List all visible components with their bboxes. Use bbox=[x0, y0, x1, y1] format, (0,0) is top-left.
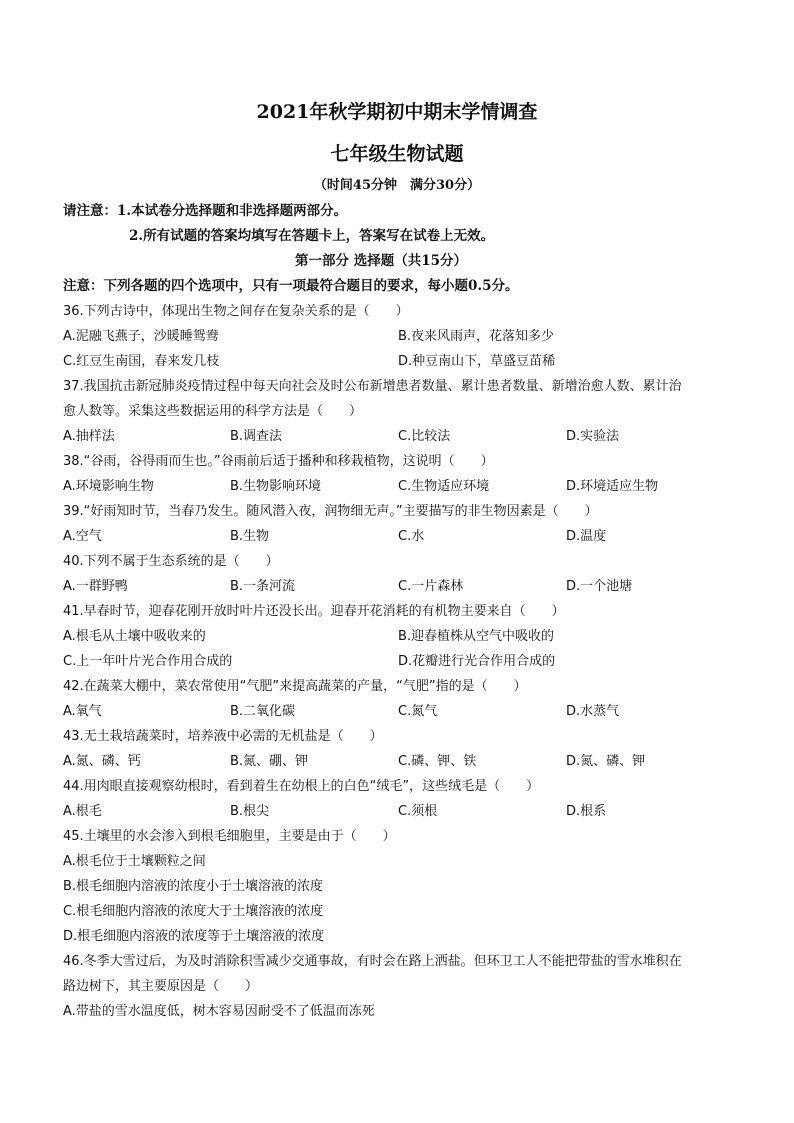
q45-option-b: B.根毛细胞内溶液的浓度小于土壤溶液的浓度 bbox=[63, 879, 324, 894]
q44-option-b: B.根尖 bbox=[230, 804, 270, 819]
part1-note: 注意：下列各题的四个选项中，只有一项最符合题目的要求，每小题0.5分。 bbox=[63, 278, 519, 294]
question-39: 39.“好雨知时节，当春乃发生。随风潜入夜，润物细无声。”主要描写的非生物因素是（ ） bbox=[63, 504, 598, 519]
question-37-line-2: 愈人数等。采集这些数据运用的科学方法是（ ） bbox=[63, 404, 363, 419]
q37-option-d: D.实验法 bbox=[566, 429, 620, 444]
q46-option-a: A.带盐的雪水温度低，树木容易因耐受不了低温而冻死 bbox=[63, 1004, 375, 1019]
q41-option-d: D.花瓣进行光合作用合成的 bbox=[398, 654, 556, 669]
q43-option-d: D.氮、磷、钾 bbox=[566, 754, 646, 769]
question-46-line-1: 46.冬季大雪过后，为及时消除积雪减少交通事故，有时会在路上洒盐。但环卫工人不能把带盐的雪水堆积在 bbox=[63, 954, 682, 969]
q42-option-b: B.二氧化碳 bbox=[230, 704, 296, 719]
q42-option-d: D.水蒸气 bbox=[566, 704, 620, 719]
question-45: 45.土壤里的水会渗入到根毛细胞里，主要是由于（ ） bbox=[63, 829, 396, 844]
question-38: 38.“谷雨，谷得雨而生也。”谷雨前后适于播种和移栽植物，这说明（ ） bbox=[63, 454, 494, 469]
exam-title: 2021年秋学期初中期末学情调查 bbox=[256, 101, 538, 123]
notice-line-1: 请注意：1.本试卷分选择题和非选择题两部分。 bbox=[63, 203, 348, 219]
q41-option-c: C.上一年叶片光合作用合成的 bbox=[63, 654, 233, 669]
q37-option-c: C.比较法 bbox=[398, 429, 451, 444]
q40-option-c: C.一片森林 bbox=[398, 579, 464, 594]
q45-option-a: A.根毛位于土壤颗粒之间 bbox=[63, 854, 206, 869]
question-37-line-1: 37.我国抗击新冠肺炎疫情过程中每天向社会及时公布新增患者数量、累计患者数量、新增治愈人数、累计治 bbox=[63, 379, 682, 394]
question-46-line-2: 路边树下，其主要原因是（ ） bbox=[63, 979, 259, 994]
q39-option-d: D.温度 bbox=[566, 529, 607, 544]
q44-option-d: D.根系 bbox=[566, 804, 607, 819]
q37-option-a: A.抽样法 bbox=[63, 429, 115, 444]
q36-option-d: D.种豆南山下，草盛豆苗稀 bbox=[398, 354, 556, 369]
q39-option-a: A.空气 bbox=[63, 529, 102, 544]
q41-option-a: A.根毛从土壤中吸收来的 bbox=[63, 629, 206, 644]
q36-option-b: B.夜来风雨声，花落知多少 bbox=[398, 329, 555, 344]
question-42: 42.在蔬菜大棚中，菜农常使用“气肥”来提高蔬菜的产量，“气肥”指的是（ ） bbox=[63, 679, 527, 694]
q37-option-b: B.调查法 bbox=[230, 429, 283, 444]
q43-option-b: B.氮、硼、钾 bbox=[230, 754, 309, 769]
q40-option-a: A.一群野鸭 bbox=[63, 579, 128, 594]
q45-option-c: C.根毛细胞内溶液的浓度大于土壤溶液的浓度 bbox=[63, 904, 324, 919]
q40-option-b: B.一条河流 bbox=[230, 579, 296, 594]
notice-line-2: 2.所有试题的答案均填写在答题卡上，答案写在试卷上无效。 bbox=[129, 228, 495, 244]
q43-option-a: A.氮、磷、钙 bbox=[63, 754, 141, 769]
question-43: 43.无土栽培蔬菜时，培养液中必需的无机盐是（ ） bbox=[63, 729, 383, 744]
q42-option-c: C.氮气 bbox=[398, 704, 438, 719]
exam-time-info: （时间45分钟 满分30分） bbox=[313, 178, 481, 193]
question-36: 36.下列古诗中，体现出生物之间存在复杂关系的是（ ） bbox=[63, 304, 409, 319]
q38-option-c: C.生物适应环境 bbox=[398, 479, 490, 494]
q36-option-c: C.红豆生南国，春来发几枝 bbox=[63, 354, 220, 369]
question-40: 40.下列不属于生态系统的是（ ） bbox=[63, 554, 279, 569]
q41-option-b: B.迎春植株从空气中吸收的 bbox=[398, 629, 555, 644]
q36-option-a: A.泥融飞燕子，沙暖睡鸳鸯 bbox=[63, 329, 219, 344]
q38-option-a: A.环境影响生物 bbox=[63, 479, 154, 494]
question-41: 41.早春时节，迎春花刚开放时叶片还没长出。迎春开花消耗的有机物主要来自（ ） bbox=[63, 604, 565, 619]
q44-option-a: A.根毛 bbox=[63, 804, 102, 819]
q38-option-b: B.生物影响环境 bbox=[230, 479, 322, 494]
question-44: 44.用肉眼直接观察幼根时，看到着生在幼根上的白色“绒毛”，这些绒毛是（ ） bbox=[63, 779, 540, 794]
q42-option-a: A.氧气 bbox=[63, 704, 102, 719]
q44-option-c: C.须根 bbox=[398, 804, 438, 819]
q40-option-d: D.一个池塘 bbox=[566, 579, 633, 594]
q38-option-d: D.环境适应生物 bbox=[566, 479, 659, 494]
q43-option-c: C.磷、钾、铁 bbox=[398, 754, 477, 769]
q45-option-d: D.根毛细胞内溶液的浓度等于土壤溶液的浓度 bbox=[63, 929, 325, 944]
q39-option-b: B.生物 bbox=[230, 529, 270, 544]
q39-option-c: C.水 bbox=[398, 529, 425, 544]
exam-subtitle: 七年级生物试题 bbox=[330, 143, 464, 165]
part1-heading: 第一部分 选择题（共15分） bbox=[295, 253, 467, 269]
